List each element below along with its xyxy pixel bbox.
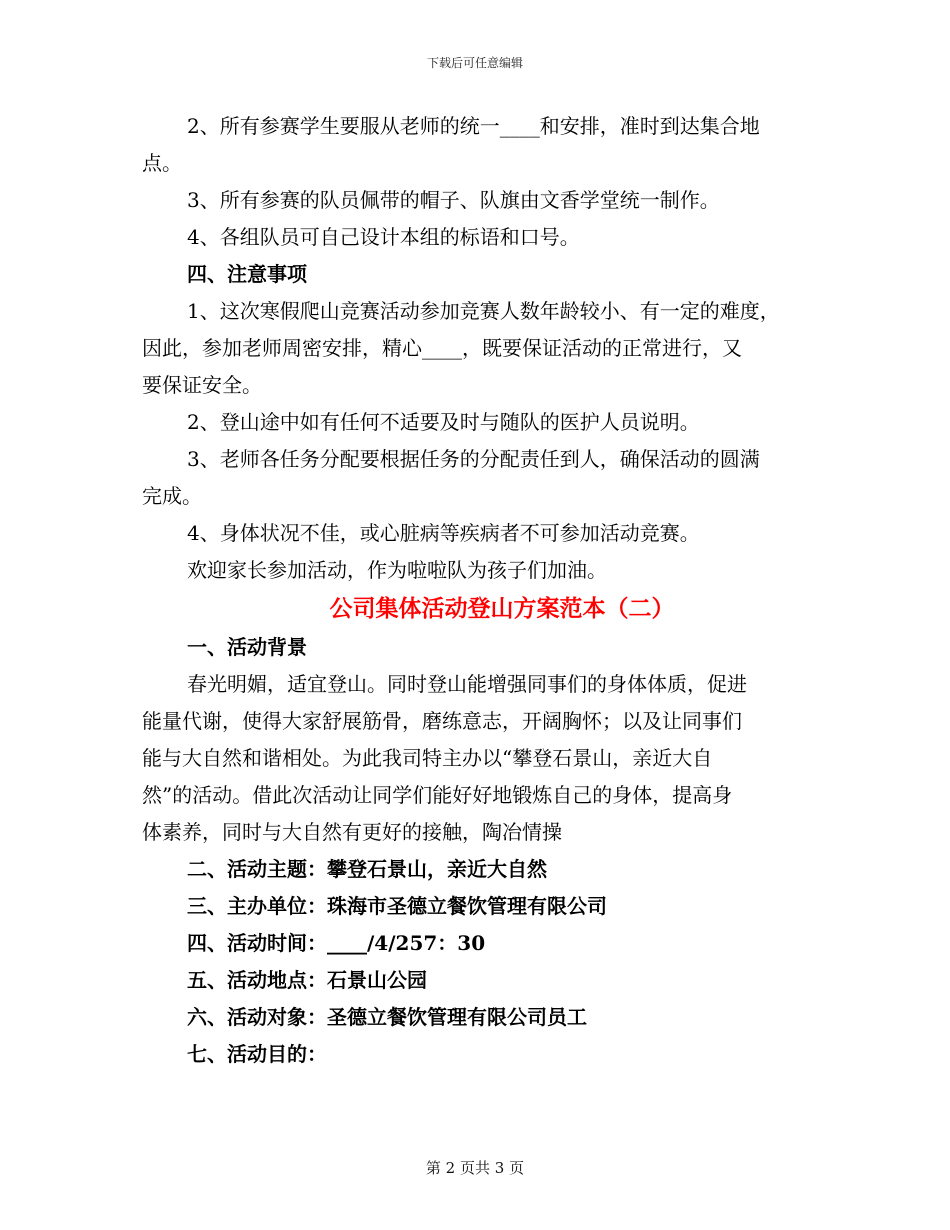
paragraph-line: 春光明媚，适宜登山。同时登山能增强同事们的身体体质，促进 <box>187 672 747 696</box>
paragraph-line: 要保证安全。 <box>142 373 262 397</box>
paragraph-line: 体素养，同时与大自然有更好的接触，陶冶情操 <box>142 820 562 844</box>
document-body <box>142 108 822 1073</box>
paragraph-line: 然”的活动。借此次活动让同学们能好好地锻炼自己的身体，提高身 <box>142 783 733 807</box>
item-organizer: 三、主办单位：珠海市圣德立餐饮管理有限公司 <box>187 894 607 918</box>
paragraph-line: 能与大自然和谐相处。为此我司特主办以“攀登石景山，亲近大自 <box>142 746 713 770</box>
paragraph-note-3 <box>142 441 822 515</box>
page-footer: 第 2 页共 3 页 <box>425 1159 525 1177</box>
paragraph-line: 2、所有参赛学生要服从老师的统一____和安排，准时到达集合地 <box>187 114 760 138</box>
item-audience: 六、活动对象：圣德立餐饮管理有限公司员工 <box>187 1005 587 1029</box>
paragraph-line: 因此，参加老师周密安排，精心____，既要保证活动的正常进行，又 <box>142 336 742 360</box>
section-heading-notes: 四、注意事项 <box>187 262 307 286</box>
paragraph-note-1 <box>142 293 822 404</box>
paragraph-closing: 欢迎家长参加活动，作为啦啦队为孩子们加油。 <box>187 558 607 582</box>
item-theme: 二、活动主题：攀登石景山，亲近大自然 <box>187 857 547 881</box>
paragraph-line: 完成。 <box>142 484 202 508</box>
paragraph-rule-3: 3、所有参赛的队员佩带的帽子、队旗由文香学堂统一制作。 <box>187 188 720 212</box>
paragraph-rule-2 <box>142 108 822 182</box>
paragraph-line: 3、老师各任务分配要根据任务的分配责任到人，确保活动的圆满 <box>187 447 760 471</box>
paragraph-note-2: 2、登山途中如有任何不适要及时与随队的医护人员说明。 <box>187 410 700 434</box>
page-header: 下载后可任意编辑 <box>426 56 523 70</box>
paragraph-background <box>142 666 822 851</box>
paragraph-line: 1、这次寒假爬山竞赛活动参加竞赛人数年龄较小、有一定的难度， <box>187 299 780 323</box>
paragraph-line: 能量代谢，使得大家舒展筋骨，磨练意志，开阔胸怀；以及让同事们 <box>142 709 742 733</box>
item-purpose: 七、活动目的： <box>187 1042 327 1066</box>
document-title: 公司集体活动登山方案范本（二） <box>329 595 675 622</box>
item-location: 五、活动地点：石景山公园 <box>187 968 427 992</box>
item-time: 四、活动时间：____/4/257：30 <box>187 931 486 955</box>
section-heading-background: 一、活动背景 <box>187 635 307 659</box>
paragraph-rule-4: 4、各组队员可自己设计本组的标语和口号。 <box>187 225 580 249</box>
paragraph-line: 点。 <box>142 151 182 175</box>
paragraph-note-4: 4、身体状况不佳，或心脏病等疾病者不可参加活动竞赛。 <box>187 521 700 545</box>
